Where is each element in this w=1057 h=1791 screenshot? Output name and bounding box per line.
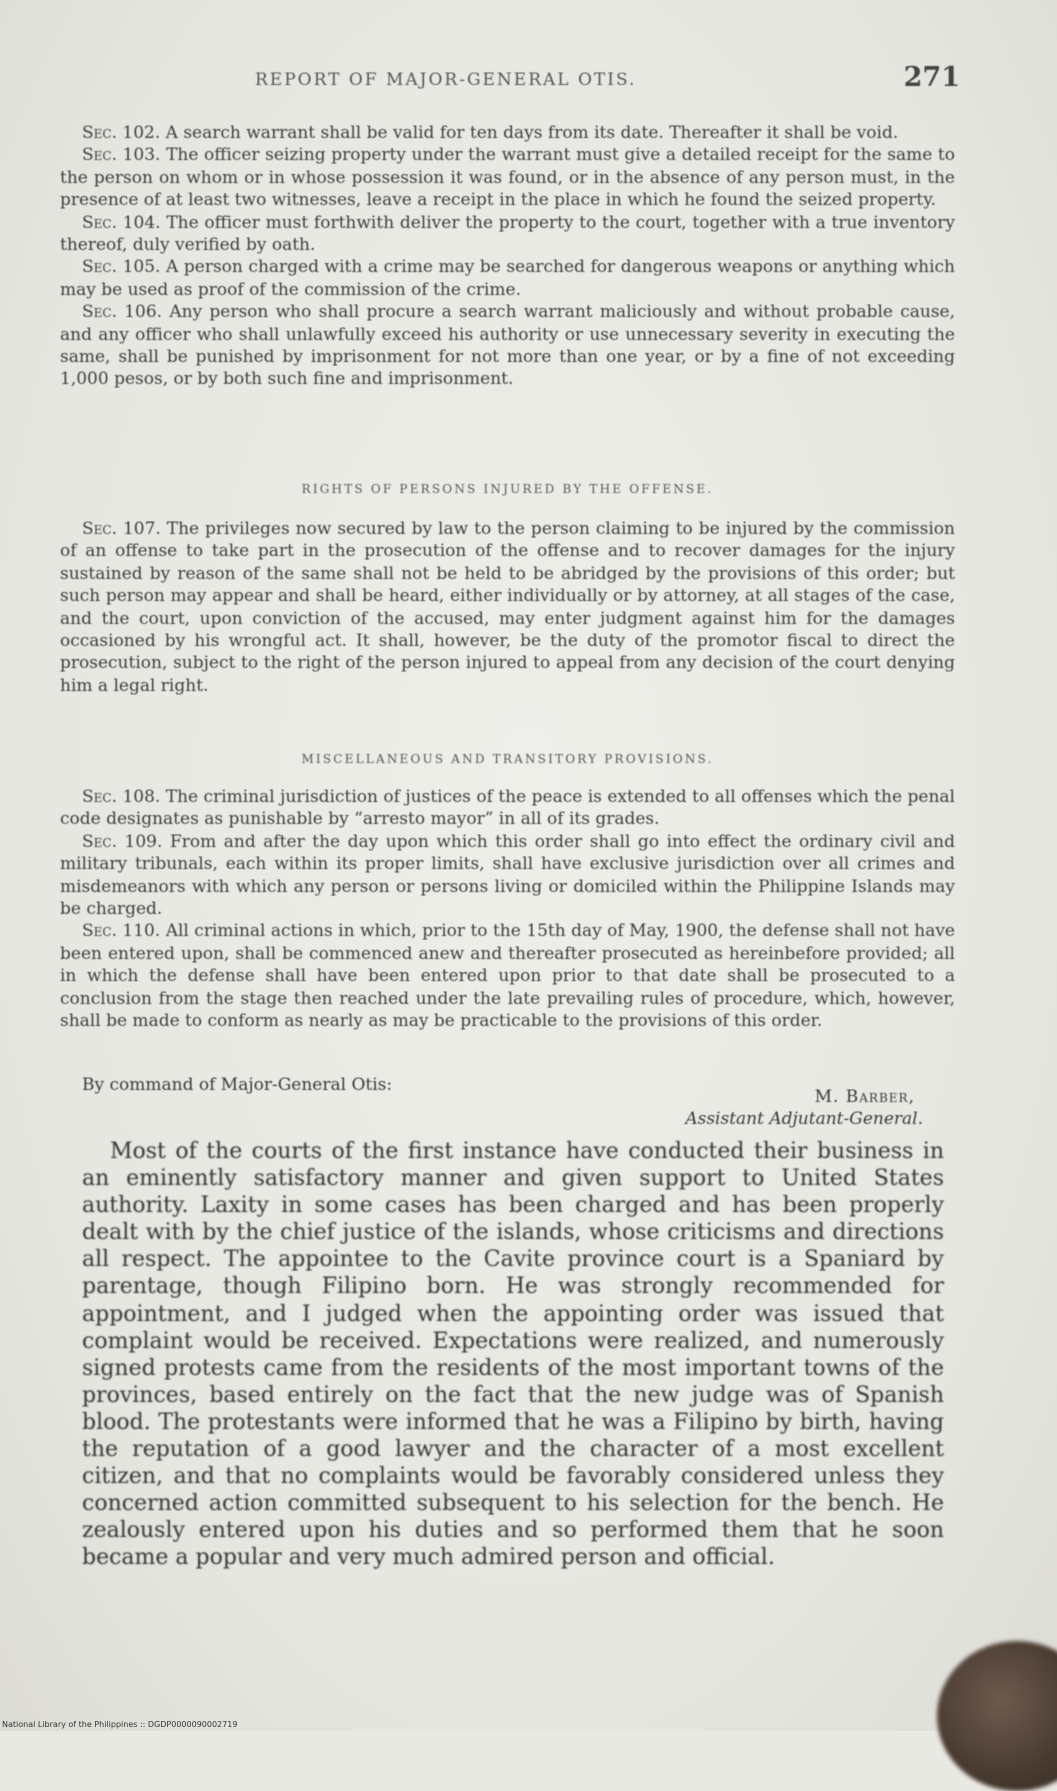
section-104: [60, 212, 955, 257]
body-paragraph: Most of the courts of the first instance have conducted their business in an eminently satisfactory manner and given support to United States authority. Laxity in some cases has been charged and has been properly dealt with by the chief justice of the islands, whose criticisms and directions all respect. The appointee to the Cavite province court is a Spaniard by parentage, though Filipino born. He was strongly recommended for appointment, and I judged when the appointing order was issued that complaint would be received. Expectations were realized, and numerously signed protests came from the residents of the most important towns of the provinces, based entirely on the fact that the new judge was of Spanish blood. The protestants were informed that he was a Filipino by birth, having the reputation of a good lawyer and the character of a most excellent citizen, and that no complaints would be favorably considered unless they concerned action committed subsequent to his selection for the bench. He zealously entered upon his duties and so performed them that he soon became a popular and very much admired person and official.: [82, 1139, 944, 1571]
section-text: All criminal actions in which, prior to the 15th day of May, 1900, the defense shall not have been entered upon, shall be commenced anew and thereafter prosecuted as hereinbefore provided; all in which the defense shall have been entered upon prior to that date shall be prosecuted to a conclusion from the stage then reached under the late prevailing rules of procedure, which, however, shall be made to conform as nearly as may be practicable to the provisions of this order.: [60, 921, 955, 1032]
sections-102-106: [60, 122, 955, 391]
section-107: [60, 518, 955, 697]
section-text: Any person who shall procure a search warrant maliciously and without probable cause, and any officer who shall unlawfully exceed his authority or use unnecessary severity in executing the same, shall be punished by imprisonment for not more than one year, or by a fine of not exceeding 1,000 pesos, or by both such fine and imprisonment.: [60, 302, 956, 390]
report-body: [82, 1138, 944, 1572]
signer-name: M. Barber,: [814, 1087, 915, 1107]
section-103: [60, 144, 955, 211]
heading-rights-of-persons: RIGHTS OF PERSONS INJURED BY THE OFFENSE.: [301, 482, 714, 496]
section-105: [60, 256, 955, 301]
section-text: From and after the day upon which this order shall go into effect the ordinary civil and military tribunals, each within its proper limits, shall have exclusive jurisdiction over all crimes and misdemeanors with which any person or persons living or domiciled within the Philippine Islands may be charged.: [60, 831, 956, 920]
section-label: Sec. 107.: [82, 519, 161, 539]
by-command-line: By command of Major-General Otis:: [82, 1075, 393, 1095]
page-header: [60, 62, 960, 96]
section-label: Sec. 102.: [82, 123, 161, 143]
section-label: Sec. 109.: [82, 831, 163, 852]
section-text: The privileges now secured by law to the person claiming to be injured by the commission of an offense to take part in the prosecution of the offense and to recover damages for the injury sustained by reason of the same shall not be held to be abridged by the provisions of this order; but such person may appear and shall be heard, either individually or by attorney, at all stages of the case, and the court, upon conviction of the accused, may enter judgment against him for the damages occasioned by his wrongful act. It shall, however, be the duty of the promotor fiscal to direct the prosecution, subject to the right of the person injured to appeal from any decision of the court denying him a legal right.: [60, 519, 955, 696]
section-label: Sec. 110.: [82, 921, 161, 942]
section-110: [60, 920, 955, 1032]
scan-footer-id: National Library of the Philippines :: DGDP0000090002719: [2, 1720, 238, 1729]
scanner-thumb: [937, 1641, 1057, 1791]
section-text: The officer must forthwith deliver the property to the court, together with a true inventory thereof, duly verified by oath.: [60, 212, 955, 256]
page-number: 271: [903, 62, 960, 93]
section-109: [60, 831, 955, 921]
section-label: Sec. 105.: [82, 257, 161, 278]
running-head: REPORT OF MAJOR-GENERAL OTIS.: [255, 70, 637, 90]
section-text: A person charged with a crime may be searched for dangerous weapons or anything which may be used as proof of the commission of the crime.: [60, 257, 955, 300]
section-text: The criminal jurisdiction of justices of the peace is extended to all offenses which the penal code designates as punishable by “arresto mayor” in all of its grades.: [60, 787, 955, 830]
heading-miscellaneous: MISCELLANEOUS AND TRANSITORY PROVISIONS.: [301, 752, 714, 766]
section-text: A search warrant shall be valid for ten days from its date. Thereafter it shall be void.: [165, 123, 899, 143]
section-label: Sec. 104.: [82, 212, 161, 233]
section-108: [60, 786, 955, 831]
section-label: Sec. 103.: [82, 145, 161, 166]
signer-title: Assistant Adjutant-General.: [685, 1109, 923, 1129]
signoff: [60, 1075, 955, 1135]
section-102: [60, 122, 955, 144]
sections-108-110: [60, 786, 955, 1032]
section-106: [60, 301, 955, 391]
section-107-block: [60, 518, 955, 697]
section-label: Sec. 106.: [82, 302, 163, 323]
section-label: Sec. 108.: [82, 787, 161, 807]
section-text: The officer seizing property under the warrant must give a detailed receipt for the same to the person on whom or in whose possession it was found, or in the absence of any person must, in the presence of at least two witnesses, leave a receipt in the place in which he found the seized property.: [60, 145, 956, 211]
